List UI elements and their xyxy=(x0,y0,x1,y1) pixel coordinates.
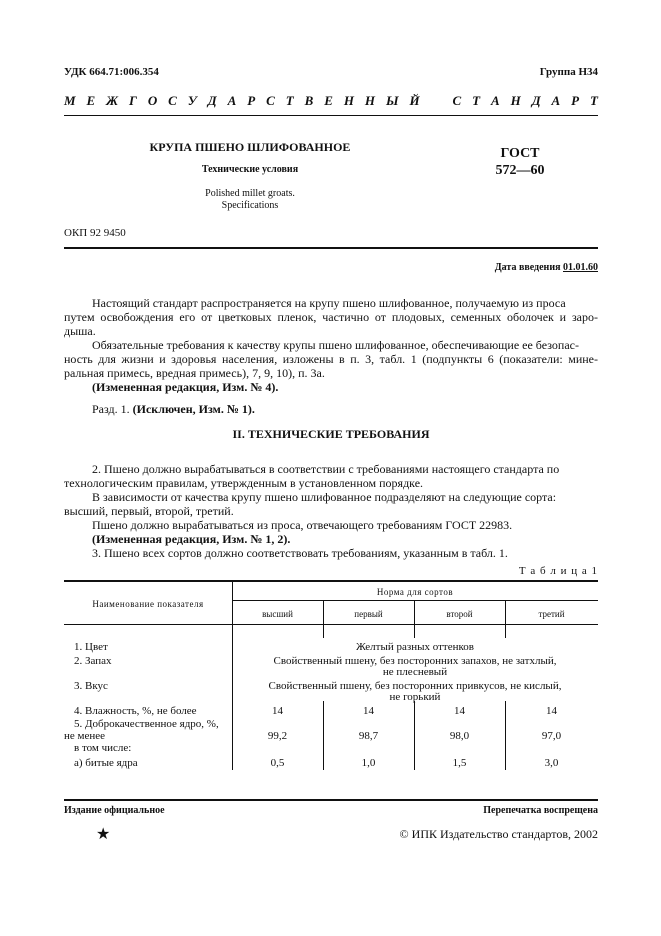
row-kernel-highest: 99,2 xyxy=(267,730,288,742)
col-indicator-header: Наименование показателя xyxy=(92,599,204,609)
grade-third-header: третий xyxy=(538,609,565,619)
safety-paragraph xyxy=(64,338,598,394)
p4-line2: высший, первый, второй, третий. xyxy=(64,504,234,518)
row-moisture-third: 14 xyxy=(546,705,557,717)
p2-line1: Обязательные требования к качеству крупы пшено шлифованное, обеспечивающие ее безопас- xyxy=(92,338,579,352)
row-kernel-second: 98,0 xyxy=(449,730,470,742)
p3-line1: 2. Пшено должно вырабатываться в соответствии с требованиями настоящего стандарта по xyxy=(92,462,560,476)
intro-paragraph xyxy=(64,296,598,338)
p3-line2: технологическим правилам, утвержденным в установленном порядке. xyxy=(64,476,424,490)
p2-edit-note: (Измененная редакция, Изм. № 4). xyxy=(92,380,279,394)
gost-label: ГОСТ xyxy=(500,146,540,161)
row-broken-name: а) битые ядра xyxy=(74,757,138,769)
table-caption: Т а б л и ц а 1 xyxy=(518,565,598,577)
p6-line1: 3. Пшено всех сортов должно соответствовать требованиям, указанным в табл. 1. xyxy=(92,546,508,560)
grade-highest-header: высший xyxy=(262,609,293,619)
row-kernel-name-1: 5. Доброкачественное ядро, %, xyxy=(74,718,219,730)
grade-second-header: второй xyxy=(446,609,473,619)
english-title: Polished millet groats. xyxy=(205,188,295,199)
footer-rule xyxy=(64,799,598,801)
row-broken-third: 3,0 xyxy=(544,757,559,769)
grade-first-header: первый xyxy=(354,609,383,619)
gost-number: 572—60 xyxy=(495,163,545,178)
row-kernel-name-2: не менее xyxy=(64,730,106,742)
row-kernel-third: 97,0 xyxy=(541,730,562,742)
intro-date-value: 01.01.60 xyxy=(563,262,598,273)
section1-note xyxy=(64,402,598,416)
interstate-standard-banner: М Е Ж Г О С У Д А Р С Т В Е Н Н Ы Й С Т А Н Д А Р Т xyxy=(64,93,598,108)
official-edition: Издание официальное xyxy=(64,805,165,816)
title-rule xyxy=(64,247,598,249)
row-moisture-first: 14 xyxy=(363,705,374,717)
row-color-name: 1. Цвет xyxy=(74,641,108,653)
row-smell-name: 2. Запах xyxy=(74,655,112,667)
row-taste-value-2: не горький xyxy=(389,691,441,703)
section1-ref: Разд. 1. xyxy=(92,402,130,416)
row-kernel-first: 98,7 xyxy=(358,730,379,742)
p1-line3: дыша. xyxy=(64,324,96,338)
row-moisture-highest: 14 xyxy=(272,705,283,717)
row-moisture-second: 14 xyxy=(454,705,465,717)
reprint-prohibited: Перепечатка воспрещена xyxy=(483,805,598,816)
quality-table xyxy=(64,580,598,772)
intro-date xyxy=(495,262,598,273)
p1-line1: Настоящий стандарт распространяется на крупу пшено шлифованное, получаемую из проса xyxy=(92,296,566,310)
row-smell-value-1: Свойственный пшену, без посторонних запахов, не затхлый, xyxy=(273,655,557,667)
p2-line3: ральная примесь, вредная примесь), 7, 9, 10), п. 3а. xyxy=(64,366,325,380)
copyright: © ИПК Издательство стандартов, 2002 xyxy=(399,827,598,841)
english-subtitle: Specifications xyxy=(221,200,279,211)
p1-line2: путем освобождения его от цветковых пленок, частично от плодовых, семенных оболочек и заро- xyxy=(64,310,598,324)
row-color-value: Желтый разных оттенков xyxy=(356,641,474,653)
row-taste-name: 3. Вкус xyxy=(74,680,108,692)
row-broken-first: 1,0 xyxy=(361,757,376,769)
requirements-paragraph xyxy=(64,462,598,560)
row-broken-highest: 0,5 xyxy=(270,757,285,769)
intro-date-label: Дата введения xyxy=(494,262,561,273)
group-code: Группа Н34 xyxy=(539,66,598,78)
p5-line1: Пшено должно вырабатываться из проса, отвечающего требованиям ГОСТ 22983. xyxy=(92,518,513,532)
okp-code: ОКП 92 9450 xyxy=(64,227,126,239)
star-icon: ★ xyxy=(96,824,111,843)
p5-edit-note: (Измененная редакция, Изм. № 1, 2). xyxy=(92,532,291,546)
section1-excluded: (Исключен, Изм. № 1). xyxy=(132,402,255,416)
row-broken-second: 1,5 xyxy=(452,757,467,769)
row-smell-value-2: не плесневый xyxy=(382,666,448,678)
row-kernel-sub: в том числе: xyxy=(74,742,132,754)
section-title: II. ТЕХНИЧЕСКИЕ ТРЕБОВАНИЯ xyxy=(232,427,430,441)
row-moisture-name: 4. Влажность, %, не более xyxy=(74,705,197,717)
col-norm-header: Норма для сортов xyxy=(376,587,454,597)
header-rule xyxy=(64,115,598,116)
udk-code: УДК 664.71:006.354 xyxy=(64,66,159,78)
row-taste-value-1: Свойственный пшену, без посторонних привкусов, не кислый, xyxy=(268,680,562,692)
p4-line1: В зависимости от качества крупу пшено шлифованное подразделяют на следующие сорта: xyxy=(92,490,557,504)
document-title: КРУПА ПШЕНО ШЛИФОВАННОЕ xyxy=(149,140,351,154)
document-subtitle: Технические условия xyxy=(201,164,299,175)
p2-line2: ность для жизни и здоровья населения, изложены в п. 3, табл. 1 (подпункты 6 (показатели: мине- xyxy=(64,352,598,366)
